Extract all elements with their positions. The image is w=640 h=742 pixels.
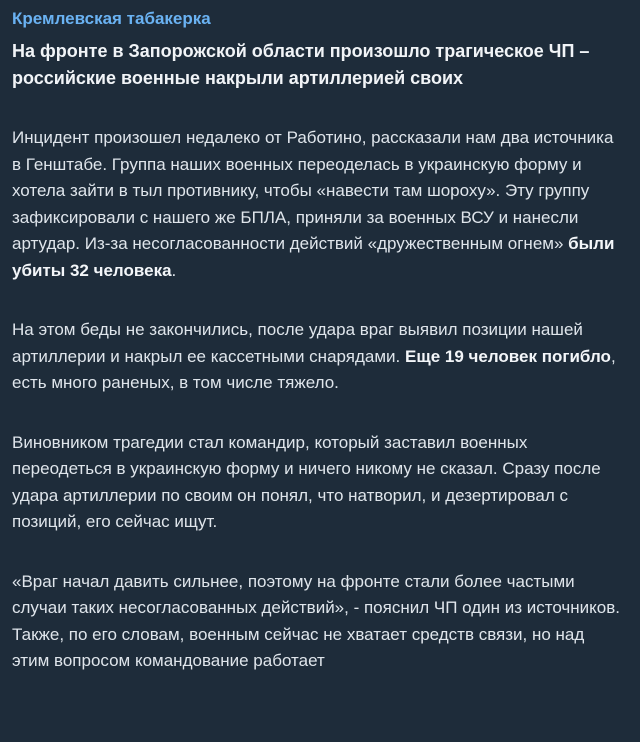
paragraph-text: Инцидент произошел недалеко от Работино, рассказали нам два источника в Генштабе. Группа наших военных переоделась в украинскую форму и хотела зайти в тыл противнику, чтобы «навести там шороху». Эту группу зафиксировали с нашего же БПЛА, приняли за военных ВСУ и нанесли артудар. Из-за несогласованности действий «дружественным огнем» [12,128,614,253]
paragraph-text: Виновником трагедии стал командир, который заставил военных переодеться в украинскую форму и ничего никому не сказал. Сразу после удара артиллерии по своим он понял, что натворил, и дезертировал с позиций, его сейчас ищут. [12,432,601,531]
paragraph-text: На этом беды не закончились, после удара враг выявил позиции нашей артиллерии и накрыл ее кассетными снарядами. [12,320,583,366]
channel-name[interactable]: Кремлевская табакерка [12,9,211,28]
post-headline: На фронте в Запорожской области произошло трагическое ЧП – российские военные накрыли артиллерией своих [12,41,590,88]
post-paragraph-3 [12,430,620,536]
post-paragraph-1 [12,125,620,284]
paragraph-text-end: , есть много раненых, в том числе тяжело. [12,346,616,392]
paragraph-bold-text: были убиты 32 человека [12,234,615,280]
paragraph-text: «Враг начал давить сильнее, поэтому на фронте стали более частыми случаи таких несогласованных действий», - пояснил ЧП один из источников. Также, по его словам, военным сейчас не хватает средств связи, но над этим вопросом командование работает [12,571,621,670]
paragraph-text-end: . [171,260,177,280]
post-paragraph-2 [12,317,620,397]
post-paragraph-4 [12,569,620,675]
paragraph-bold-text: Еще 19 человек погибло [405,346,611,366]
